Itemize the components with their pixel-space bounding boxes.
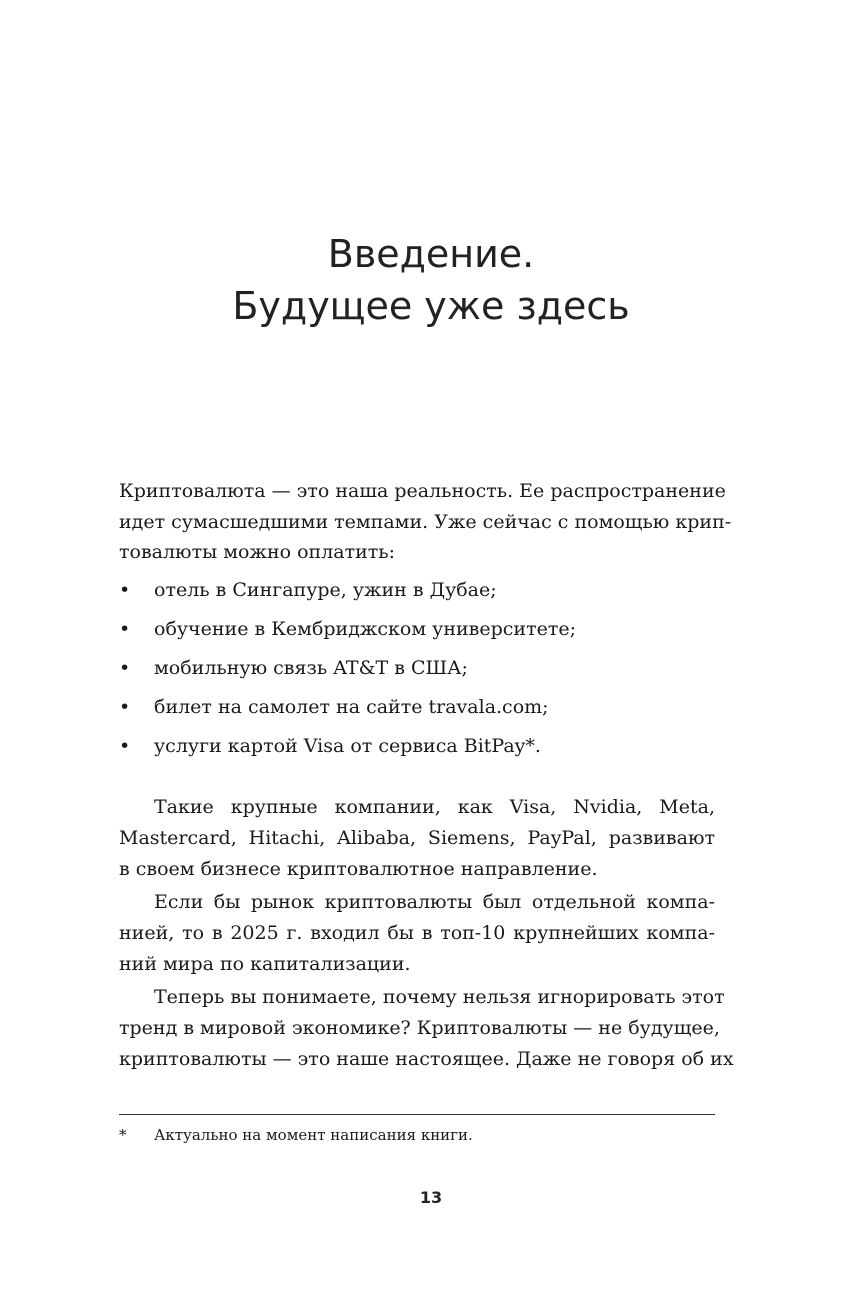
bullet-icon: • [119, 618, 131, 640]
chapter-title [0, 228, 862, 332]
paragraph-line: ний мира по капитализации. [119, 953, 411, 975]
list-item-text: обучение в Кембриджском университете; [154, 618, 576, 640]
intro-paragraph [119, 476, 732, 568]
paragraph-line: Теперь вы понимаете, почему нельзя игнорировать этот [154, 986, 725, 1008]
paragraph-line: криптовалюты — это наше настоящее. Даже не говоря об их [119, 1048, 734, 1070]
paragraph-line: Mastercard, Hitachi, Alibaba, Siemens, PayPal, развивают [119, 827, 715, 849]
list-item-text: отель в Сингапуре, ужин в Дубае; [154, 579, 497, 601]
payment-examples-list [119, 575, 715, 770]
list-item-text: билет на самолет на сайте travala.com; [154, 696, 549, 718]
paragraph-line: Такие крупные компании, как Visa, Nvidia, Meta, [154, 796, 715, 818]
list-item [119, 575, 715, 614]
list-item [119, 692, 715, 731]
intro-line: Криптовалюта — это наша реальность. Ее распространение [119, 480, 726, 502]
footnote-text: Актуально на момент написания книги. [154, 1126, 473, 1144]
chapter-title-line-1: Введение. [327, 232, 535, 276]
intro-line: идет сумасшедшими темпами. Уже сейчас с помощью крип- [119, 510, 732, 533]
bullet-icon: • [119, 696, 131, 718]
bullet-icon: • [119, 735, 131, 757]
chapter-title-line-2: Будущее уже здесь [232, 284, 630, 328]
paragraph-line: в своем бизнесе криптовалютное направление. [119, 858, 598, 880]
intro-line: товалюты можно оплатить: [119, 541, 396, 563]
page-number: 13 [419, 1188, 443, 1207]
paragraph-line: тренд в мировой экономике? Криптовалюты — не будущее, [119, 1017, 720, 1039]
companies-paragraph [119, 792, 715, 885]
bullet-icon: • [119, 579, 131, 601]
list-item [119, 614, 715, 653]
list-item-text: мобильную связь AT&T в США; [154, 657, 468, 679]
list-item [119, 731, 715, 770]
footnote-mark: * [119, 1126, 127, 1144]
footnote-divider [119, 1114, 715, 1115]
footnote [119, 1124, 715, 1146]
list-item [119, 653, 715, 692]
trend-paragraph [119, 982, 734, 1075]
bullet-icon: • [119, 657, 131, 679]
market-paragraph [119, 887, 715, 980]
paragraph-line: нией, то в 2025 г. входил бы в топ-10 крупнейших компа- [119, 922, 715, 944]
paragraph-line: Если бы рынок криптовалюты был отдельной компа- [154, 891, 715, 913]
list-item-text: услуги картой Visa от сервиса BitPay*. [154, 735, 541, 757]
